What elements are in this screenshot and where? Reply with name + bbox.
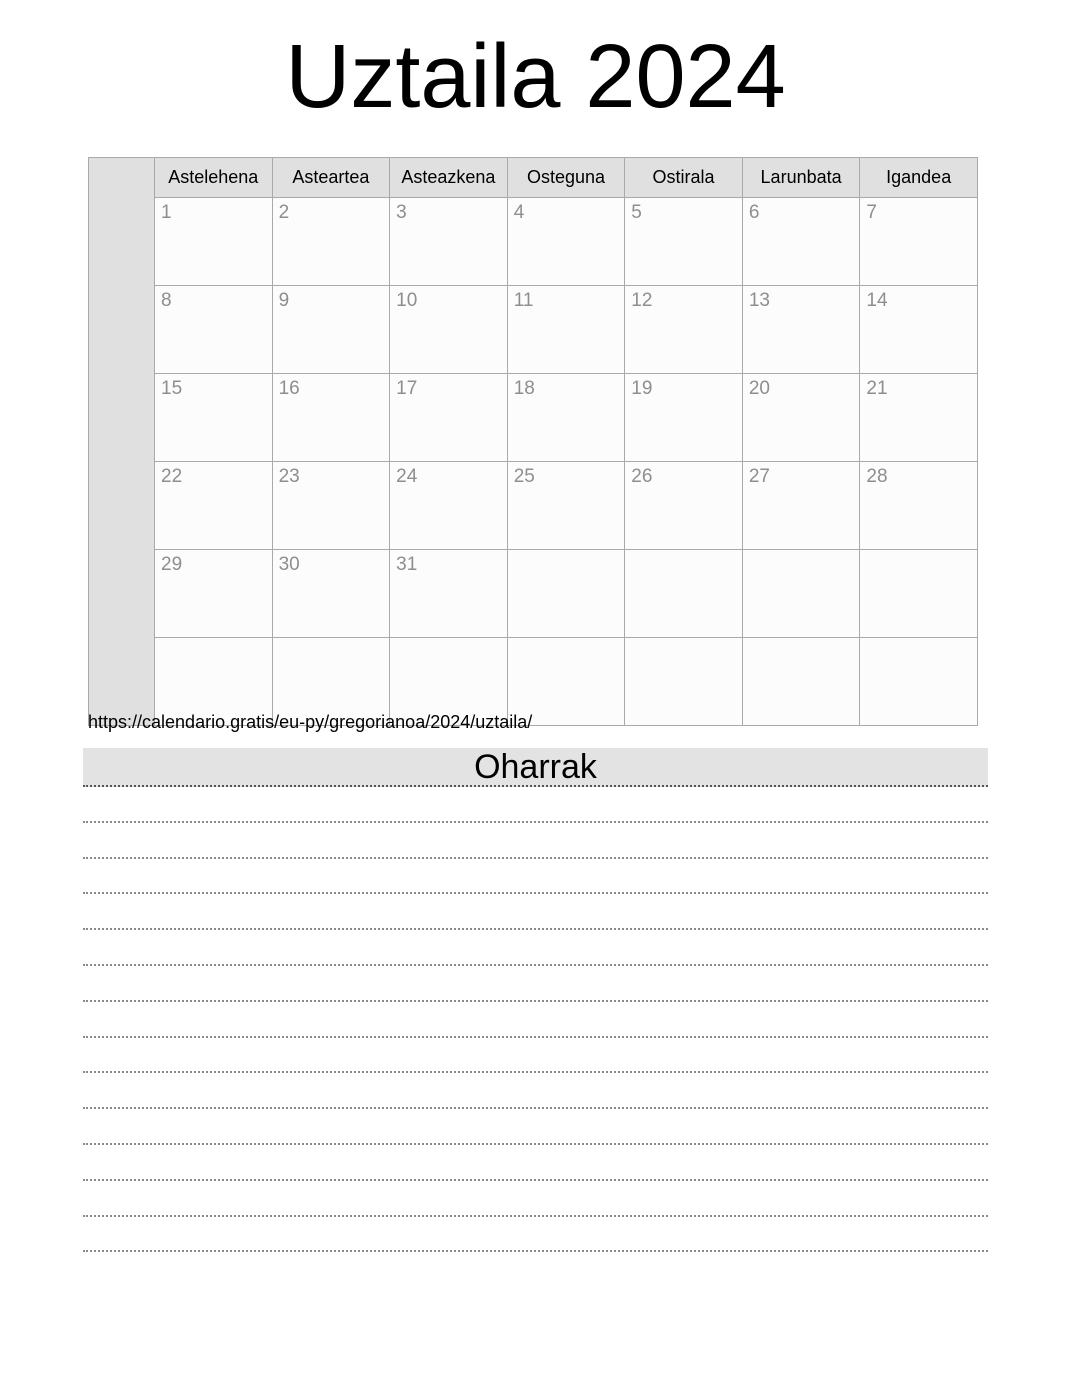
day-cell: 4 — [507, 198, 625, 286]
day-cell: 27 — [742, 462, 860, 550]
weekday-header: Larunbata — [742, 158, 860, 198]
note-line — [83, 930, 988, 966]
note-line — [83, 1145, 988, 1181]
weekday-header: Osteguna — [507, 158, 625, 198]
day-cell: 18 — [507, 374, 625, 462]
week-number-column — [89, 158, 155, 726]
day-cell: 25 — [507, 462, 625, 550]
day-cell: 12 — [625, 286, 743, 374]
day-cell: 15 — [155, 374, 273, 462]
day-cell: 30 — [272, 550, 390, 638]
day-cell — [860, 638, 978, 726]
weekday-header: Ostirala — [625, 158, 743, 198]
week-row — [89, 462, 978, 550]
day-cell — [742, 638, 860, 726]
notes-lines — [83, 787, 988, 1252]
day-cell — [625, 550, 743, 638]
notes-title: Oharrak — [474, 747, 597, 786]
note-line — [83, 1002, 988, 1038]
day-cell: 6 — [742, 198, 860, 286]
note-line — [83, 966, 988, 1002]
day-cell: 1 — [155, 198, 273, 286]
day-cell: 8 — [155, 286, 273, 374]
weekday-header: Asteartea — [272, 158, 390, 198]
page-title: Uztaila 2024 — [285, 27, 786, 127]
note-line — [83, 859, 988, 895]
note-line — [83, 1038, 988, 1074]
day-cell: 5 — [625, 198, 743, 286]
day-cell: 22 — [155, 462, 273, 550]
day-cell: 31 — [390, 550, 508, 638]
weekday-header: Igandea — [860, 158, 978, 198]
day-cell: 24 — [390, 462, 508, 550]
day-cell: 14 — [860, 286, 978, 374]
day-cell: 23 — [272, 462, 390, 550]
day-cell — [625, 638, 743, 726]
note-line — [83, 787, 988, 823]
note-line — [83, 894, 988, 930]
week-row — [89, 550, 978, 638]
weekday-header: Asteazkena — [390, 158, 508, 198]
day-cell: 26 — [625, 462, 743, 550]
day-cell: 9 — [272, 286, 390, 374]
day-cell: 19 — [625, 374, 743, 462]
calendar-container — [88, 157, 978, 726]
note-line — [83, 1217, 988, 1253]
week-row — [89, 198, 978, 286]
day-cell — [742, 550, 860, 638]
day-cell: 17 — [390, 374, 508, 462]
week-row — [89, 374, 978, 462]
day-cell: 3 — [390, 198, 508, 286]
day-cell: 28 — [860, 462, 978, 550]
note-line — [83, 1181, 988, 1217]
day-cell: 20 — [742, 374, 860, 462]
week-row — [89, 286, 978, 374]
source-url: https://calendario.gratis/eu-py/gregorianoa/2024/uztaila/ — [88, 712, 533, 732]
day-cell: 21 — [860, 374, 978, 462]
note-line — [83, 1109, 988, 1145]
notes-header-bar — [83, 748, 988, 787]
note-line — [83, 823, 988, 859]
day-cell: 13 — [742, 286, 860, 374]
day-cell: 7 — [860, 198, 978, 286]
day-cell: 11 — [507, 286, 625, 374]
day-cell: 2 — [272, 198, 390, 286]
day-cell — [507, 550, 625, 638]
day-cell: 29 — [155, 550, 273, 638]
note-line — [83, 1073, 988, 1109]
day-cell: 16 — [272, 374, 390, 462]
weekday-header: Astelehena — [155, 158, 273, 198]
calendar-table — [88, 157, 978, 726]
day-cell — [860, 550, 978, 638]
day-cell: 10 — [390, 286, 508, 374]
weekday-header-row — [89, 158, 978, 198]
